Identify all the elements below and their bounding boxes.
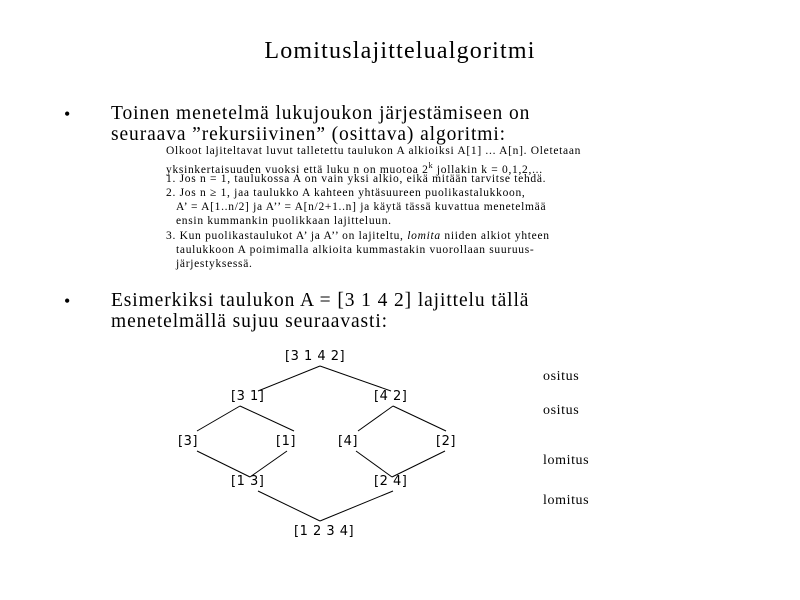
tree-node-root: [3 1 4 2] bbox=[285, 349, 346, 364]
detail-step3-line2: taulukkoon A poimimalla alkioita kummastakin vuorollaan suuruus- bbox=[176, 244, 535, 256]
edge bbox=[320, 491, 393, 521]
detail-intro2-b: jollakin k = 0,1,2,... bbox=[433, 164, 543, 176]
bullet-icon: • bbox=[64, 104, 71, 124]
tree-node-split-left: [3 1] bbox=[231, 389, 265, 404]
tree-node-leaf: [1] bbox=[276, 434, 296, 449]
detail-step3-em: lomita bbox=[407, 230, 441, 242]
detail-intro1: Olkoot lajiteltavat luvut talletettu taulukon A alkioiksi A[1] ... A[n]. Oletetaan bbox=[166, 145, 582, 157]
detail-step3-line3: järjestyksessä. bbox=[176, 258, 253, 270]
tree-node-leaf: [4] bbox=[338, 434, 358, 449]
tree-node-split-right: [4 2] bbox=[374, 389, 408, 404]
tree-node-leaf: [3] bbox=[178, 434, 198, 449]
edge bbox=[258, 491, 320, 521]
page-title: Lomituslajittelualgoritmi bbox=[264, 38, 536, 64]
edge bbox=[393, 406, 446, 431]
edge bbox=[258, 366, 320, 391]
detail-step2-line3: ensin kummankin puolikkaan lajitteluun. bbox=[176, 215, 392, 227]
section2-line2: menetelmällä sujuu seuraavasti: bbox=[111, 311, 388, 332]
detail-step2-line2: A’ = A[1..n/2] ja A’’ = A[n/2+1..n] ja käytä tässä kuvattua menetelmää bbox=[176, 201, 547, 213]
stage-label-ositus: ositus bbox=[543, 403, 580, 418]
section1-line1: Toinen menetelmä lukujoukon järjestämiseen on bbox=[111, 103, 531, 124]
detail-step3-a: 3. Kun puolikastaulukot A’ ja A’’ on lajiteltu, bbox=[166, 230, 408, 242]
stage-label-lomitus: lomitus bbox=[543, 453, 590, 468]
detail-step2-line1: 2. Jos n ≥ 1, jaa taulukko A kahteen yhtäsuureen puolikastalukkoon, bbox=[166, 187, 526, 199]
tree-node-result: [1 2 3 4] bbox=[294, 524, 355, 539]
stage-label-lomitus: lomitus bbox=[543, 493, 590, 508]
section2-line1: Esimerkiksi taulukon A = [3 1 4 2] lajittelu tällä bbox=[111, 290, 530, 311]
detail-step1: 1. Jos n = 1, taulukossa A on vain yksi alkio, eikä mitään tarvitse tehdä. bbox=[166, 173, 547, 185]
tree-node-leaf: [2] bbox=[436, 434, 456, 449]
detail-intro2-a: yksinkertaisuuden vuoksi että luku n on muotoa 2 bbox=[166, 164, 429, 176]
detail-intro2-sup: k bbox=[428, 161, 434, 170]
bullet-icon: • bbox=[64, 291, 71, 311]
edge bbox=[320, 366, 391, 391]
tree-node-merge-right: [2 4] bbox=[374, 474, 408, 489]
detail-step3-b: niiden alkiot yhteen bbox=[440, 230, 550, 242]
tree-node-merge-left: [1 3] bbox=[231, 474, 265, 489]
edge bbox=[358, 406, 393, 431]
section1-line2: seuraava ”rekursiivinen” (osittava) algoritmi: bbox=[111, 124, 506, 145]
edge bbox=[197, 406, 240, 431]
stage-label-ositus: ositus bbox=[543, 369, 580, 384]
edge bbox=[240, 406, 294, 431]
